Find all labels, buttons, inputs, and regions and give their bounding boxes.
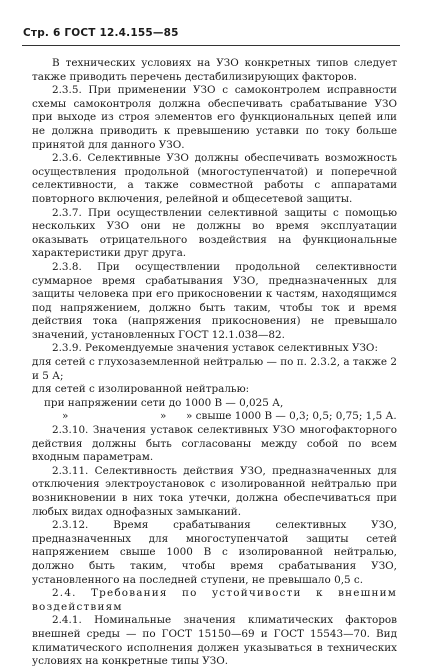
- header-divider: [22, 45, 400, 46]
- document-body: [32, 57, 397, 669]
- paragraph-intro: В технических условиях на УЗО конкретных типов следует также приводить перечень дестабилизирующих факторов.: [32, 57, 397, 83]
- paragraph-2-3-10: 2.3.10. Значения уставок селективных УЗО многофакторного действия должны быть согласованы между собой по всем входным параметрам.: [32, 424, 397, 464]
- paragraph-2-3-6: 2.3.6. Селективные УЗО должны обеспечивать возможность осуществления продольной (многоступенчатой) и поперечной селективности, а также совместной работы с аппаратами повторного включения, релейной и общесетевой защиты.: [32, 152, 397, 205]
- paragraph-2-3-7: 2.3.7. При осуществлении селективной защиты с помощью нескольких УЗО они не должны во время эксплуатации оказывать отрицательного воздействия на функциональные характеристики друг друга.: [32, 206, 397, 260]
- paragraph-2-4-1: 2.4.1. Номинальные значения климатических факторов внешней среды — по ГОСТ 15150—69 и ГОСТ 15543—70. Вид климатического исполнения должен указываться в технических условиях на конкретные типы УЗО.: [32, 614, 397, 668]
- paragraph-2-3-8: 2.3.8. При осуществлении продольной селективности суммарное время срабатывания УЗО, предназначенных для защиты человека при его прикосновении к частям, находящимся под напряжением, должно быть таким, чтобы ток и время действия тока (напряжения прикосновения) не превышало значений, установленных ГОСТ 12.1.038—82.: [32, 260, 397, 341]
- paragraph-2-3-9: 2.3.9. Рекомендуемые значения уставок селективных УЗО:: [52, 342, 378, 355]
- section-2-4-heading: 2.4. Требования по устойчивости к внешним воздействиям: [32, 587, 397, 613]
- paragraph-2-3-9-upto1000: при напряжении сети до 1000 В — 0,025 А,: [44, 396, 284, 409]
- paragraph-2-3-9-grounded: для сетей с глухозаземленной нейтралью — по п. 2.3.2, а также 2 и 5 А;: [32, 356, 397, 382]
- ditto-mark-1: »: [62, 410, 69, 423]
- paragraph-2-3-12: 2.3.12. Время срабатывания селективных УЗО, предназначенных для многоступенчатой защиты сетей напряжением свыше 1000 В с изолированной нейтралью, должно быть таким, чтобы время срабатывания УЗО, установленного на последней ступени, не превышало 0,5 с.: [32, 519, 397, 586]
- page-header: Стр. 6 ГОСТ 12.4.155—85: [23, 27, 179, 39]
- paragraph-2-3-5: 2.3.5. При применении УЗО с самоконтролем исправности схемы самоконтроля должна обеспечивать срабатывание УЗО при выходе из строя элементов его функциональных цепей или не должна приводить к превышению уставки по току больше принятой для данного УЗО.: [32, 84, 397, 151]
- paragraph-2-3-9-above1000: [32, 410, 397, 424]
- ditto-mark-2: »: [160, 410, 167, 423]
- paragraph-2-3-9-isolated: для сетей с изолированной нейтралью:: [32, 383, 250, 396]
- paragraph-2-3-11: 2.3.11. Селективность действия УЗО, предназначенных для отключения электроустановок с изолированной нейтралью при возникновении в них тока утечки, должна обеспечиваться при любых видах однофазных замыканий.: [32, 464, 397, 518]
- above-1000-values: » свыше 1000 В — 0,3; 0,5; 0,75; 1,5 А.: [186, 410, 397, 423]
